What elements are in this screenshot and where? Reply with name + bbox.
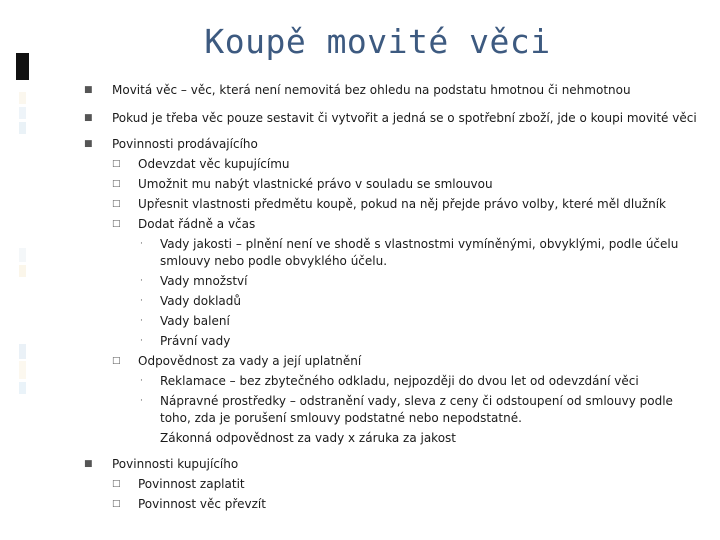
bullet-text: Nápravné prostředky – odstranění vady, sleva z ceny či odstoupení od smlouvy podle toho, zda je porušení smlouvy podstatné nebo nepodstatné. [160,394,673,425]
bullet-text: Povinnost zaplatit [138,477,245,491]
left-stripe-6 [19,344,26,359]
bullet-item [84,454,704,474]
bullet-square-icon: ■ [84,139,93,149]
slide-content [84,80,704,514]
bullet-text: Vady jakosti – plnění není ve shodě s vlastnostmi vymíněnými, obvyklými, podle účelu smlouvy nebo podle obvyklého účelu. [160,237,679,268]
bullet-text: Povinnost věc převzít [138,497,266,511]
sub-bullet-item [84,194,704,214]
sub-bullet-item [84,154,704,174]
slide-title: Koupě movité věci [204,22,551,61]
left-stripe-8 [19,382,26,394]
left-stripe-7 [19,361,26,379]
sub-sub-bullet-item [84,331,704,351]
hollow-square-icon: □ [112,159,121,169]
left-stripe-4 [19,248,26,262]
bullet-text: Upřesnit vlastnosti předmětu koupě, pokud na něj přejde právo volby, které měl dlužník [138,197,667,211]
sub-sub-bullet-item [84,271,704,291]
continuation-text: Zákonná odpovědnost za vady x záruka za jakost [160,431,456,445]
bullet-text: Odpovědnost za vady a její uplatnění [138,354,362,368]
left-stripe-3 [19,122,26,134]
small-dot-icon: · [140,296,143,306]
bullet-text: Vady balení [160,314,230,328]
bullet-text: Vady dokladů [160,294,241,308]
sub-bullet-item [84,174,704,194]
bullet-text: Právní vady [160,334,231,348]
sub-sub-bullet-item [84,311,704,331]
bullet-square-icon: ■ [84,85,93,95]
bullet-item [84,80,704,100]
left-stripe-2 [19,107,26,119]
hollow-square-icon: □ [112,356,121,366]
hollow-square-icon: □ [112,199,121,209]
sub-sub-bullet-item [84,391,704,428]
hollow-square-icon: □ [112,179,121,189]
sub-sub-bullet-item [84,234,704,271]
small-dot-icon: · [140,336,143,346]
bullet-text: Odevzdat věc kupujícímu [138,157,290,171]
bullet-text: Movitá věc – věc, která není nemovitá bez ohledu na podstatu hmotnou či nehmotnou [112,83,631,97]
sub-sub-bullet-item [84,371,704,391]
bullet-text: Povinnosti kupujícího [112,457,239,471]
bullet-square-icon: ■ [84,459,93,469]
small-dot-icon: · [140,376,143,386]
bullet-text: Dodat řádně a včas [138,217,256,231]
bullet-item [84,108,704,128]
sub-sub-bullet-item [84,291,704,311]
bullet-text: Pokud je třeba věc pouze sestavit či vytvořit a jedná se o spotřební zboží, jde o koupi movité věci [112,111,697,125]
bullet-item [84,134,704,154]
hollow-square-icon: □ [112,219,121,229]
left-stripe-5 [19,265,26,277]
small-dot-icon: · [140,239,143,249]
small-dot-icon: · [140,396,143,406]
sub-bullet-item [84,494,704,514]
bullet-text: Umožnit mu nabýt vlastnické právo v souladu se smlouvou [138,177,493,191]
sub-bullet-item [84,351,704,371]
hollow-square-icon: □ [112,479,121,489]
bullet-square-icon: ■ [84,113,93,123]
bullet-text: Povinnosti prodávajícího [112,137,258,151]
hollow-square-icon: □ [112,499,121,509]
sub-bullet-item [84,474,704,494]
bullet-text: Reklamace – bez zbytečného odkladu, nejpozději do dvou let od odevzdání věci [160,374,639,388]
left-stripe-1 [19,92,26,104]
small-dot-icon: · [140,276,143,286]
bullet-text: Vady množství [160,274,248,288]
sub-bullet-item [84,214,704,234]
small-dot-icon: · [140,316,143,326]
